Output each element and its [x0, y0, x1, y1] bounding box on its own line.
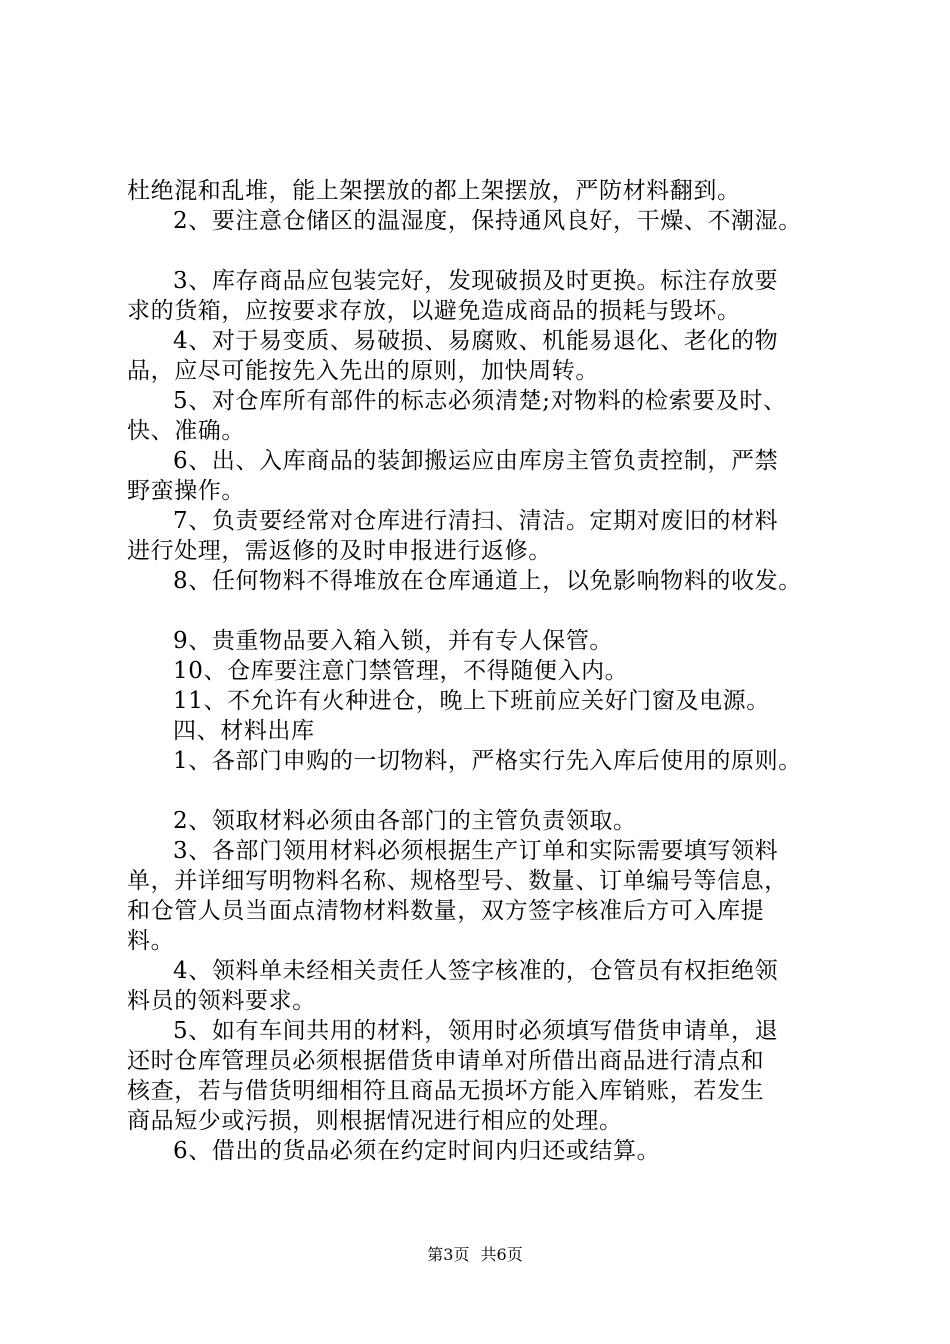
blank-line: [127, 596, 852, 626]
text-line: 3、库存商品应包装完好，发现破损及时更换。标注存放要: [173, 268, 779, 294]
text-line: 6、借出的货品必须在约定时间内归还或结算。: [173, 1138, 661, 1164]
text-line: 核查，若与借货明细相符且商品无损坏方能入库销账，若发生: [127, 1078, 765, 1104]
text-line: 商品短少或污损，则根据情况进行相应的处理。: [127, 1108, 623, 1134]
blank-line: [127, 236, 852, 266]
text-line: 9、贵重物品要入箱入锁，并有专人保管。: [173, 628, 614, 654]
text-line: 2、要注意仓储区的温湿度，保持通风良好，干燥、不潮湿。: [173, 208, 802, 234]
text-line: 6、出、入库商品的装卸搬运应由库房主管负责控制，严禁: [173, 448, 779, 474]
text-line: 4、领料单未经相关责任人签字核准的，仓管员有权拒绝领: [173, 958, 779, 984]
text-line: 杜绝混和乱堆，能上架摆放的都上架摆放，严防材料翻到。: [127, 178, 741, 204]
text-line: 5、如有车间共用的材料，领用时必须填写借货申请单，退: [173, 1018, 779, 1044]
page-footer: [0, 1245, 950, 1265]
text-line: 1、各部门申购的一切物料，严格实行先入库后使用的原则。: [173, 748, 802, 774]
text-line: 野蛮操作。: [127, 478, 245, 504]
text-line: 料。: [127, 928, 175, 954]
text-line: 料员的领料要求。: [127, 988, 316, 1014]
page-number: 第3页: [427, 1245, 470, 1264]
text-line: 进行处理，需返修的及时申报进行返修。: [127, 538, 552, 564]
text-line: 3、各部门领用材料必须根据生产订单和实际需要填写领料: [173, 838, 779, 864]
text-line: 还时仓库管理员必须根据借货申请单对所借出商品进行清点和: [127, 1048, 765, 1074]
text-line: 5、对仓库所有部件的标志必须清楚;对物料的检索要及时、: [173, 388, 787, 414]
text-line: 求的货箱，应按要求存放，以避免造成商品的损耗与毁坏。: [127, 298, 741, 324]
section-heading: 四、材料出库: [173, 718, 315, 744]
text-line: 快、准确。: [127, 418, 245, 444]
text-line: 品，应尽可能按先入先出的原则，加快周转。: [127, 358, 599, 384]
text-line: 和仓管人员当面点清物材料数量，双方签字核准后方可入库提: [127, 898, 765, 924]
blank-line: [127, 776, 852, 806]
document-body: [127, 176, 852, 1166]
text-line: 10、仓库要注意门禁管理，不得随便入内。: [173, 658, 629, 684]
text-line: 2、领取材料必须由各部门的主管负责领取。: [173, 808, 637, 834]
text-line: 8、任何物料不得堆放在仓库通道上，以免影响物料的收发。: [173, 568, 802, 594]
text-line: 单，并详细写明物料名称、规格型号、数量、订单编号等信息，: [127, 868, 788, 894]
text-line: 11、不允许有火种进仓，晚上下班前应关好门窗及电源。: [173, 688, 770, 714]
text-line: 7、负责要经常对仓库进行清扫、清洁。定期对废旧的材料: [173, 508, 779, 534]
page-total: 共6页: [480, 1245, 523, 1264]
text-line: 4、对于易变质、易破损、易腐败、机能易退化、老化的物: [173, 328, 779, 354]
